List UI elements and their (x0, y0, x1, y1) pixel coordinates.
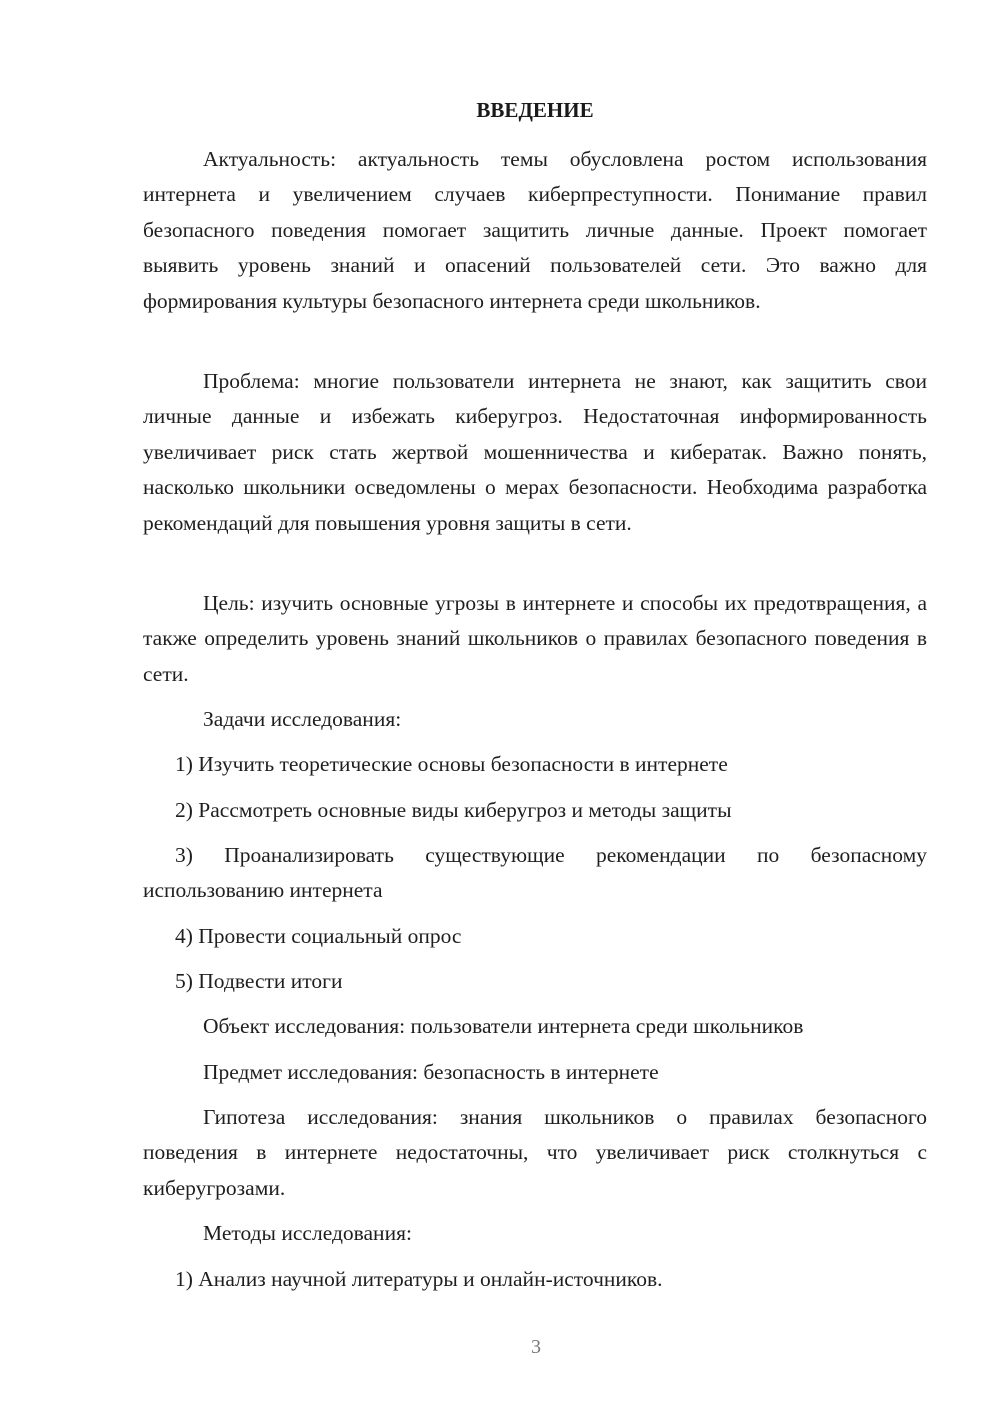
paragraph-subject: Предмет исследования: безопасность в интернете (203, 1060, 659, 1084)
task-item-2: 2) Рассмотреть основные виды киберугроз и методы защиты (175, 798, 732, 822)
tasks-heading: Задачи исследования: (203, 707, 402, 731)
methods-heading: Методы исследования: (203, 1221, 412, 1245)
section-title: ВВЕДЕНИЕ (476, 98, 594, 122)
paragraph-problem: Проблема: многие пользователи интернета не знают, как защитить свои личные данные и избежать киберугроз. Недостаточная информированность увеличивает риск стать жертвой мошенничества и кибератак. Важно понять, насколько школьники осведомлены о мерах безопасности. Необходима разработка рекомендаций для повышения уровня защиты в сети. (143, 369, 927, 535)
paragraph-object: Объект исследования: пользователи интернета среди школьников (203, 1014, 804, 1038)
method-item-1: 1) Анализ научной литературы и онлайн-источников. (175, 1267, 663, 1291)
paragraph-goal: Цель: изучить основные угрозы в интернете и способы их предотвращения, а также определить уровень знаний школьников о правилах безопасного поведения в сети. (143, 591, 927, 686)
task-item-4: 4) Провести социальный опрос (175, 924, 462, 948)
task-item-5: 5) Подвести итоги (175, 969, 343, 993)
page-number: 3 (531, 1336, 541, 1358)
task-item-3: 3) Проанализировать существующие рекомендации по безопасному использованию интернета (143, 843, 927, 903)
task-item-1: 1) Изучить теоретические основы безопасности в интернете (175, 752, 728, 776)
paragraph-relevance: Актуальность: актуальность темы обусловлена ростом использования интернета и увеличением случаев киберпреступности. Понимание правил безопасного поведения помогает защитить личные данные. Проект помогает выявить уровень знаний и опасений пользователей сети. Это важно для формирования культуры безопасного интернета среди школьников. (143, 147, 927, 313)
paragraph-hypothesis: Гипотеза исследования: знания школьников о правилах безопасного поведения в интернете недостаточны, что увеличивает риск столкнуться с киберугрозами. (143, 1105, 927, 1200)
